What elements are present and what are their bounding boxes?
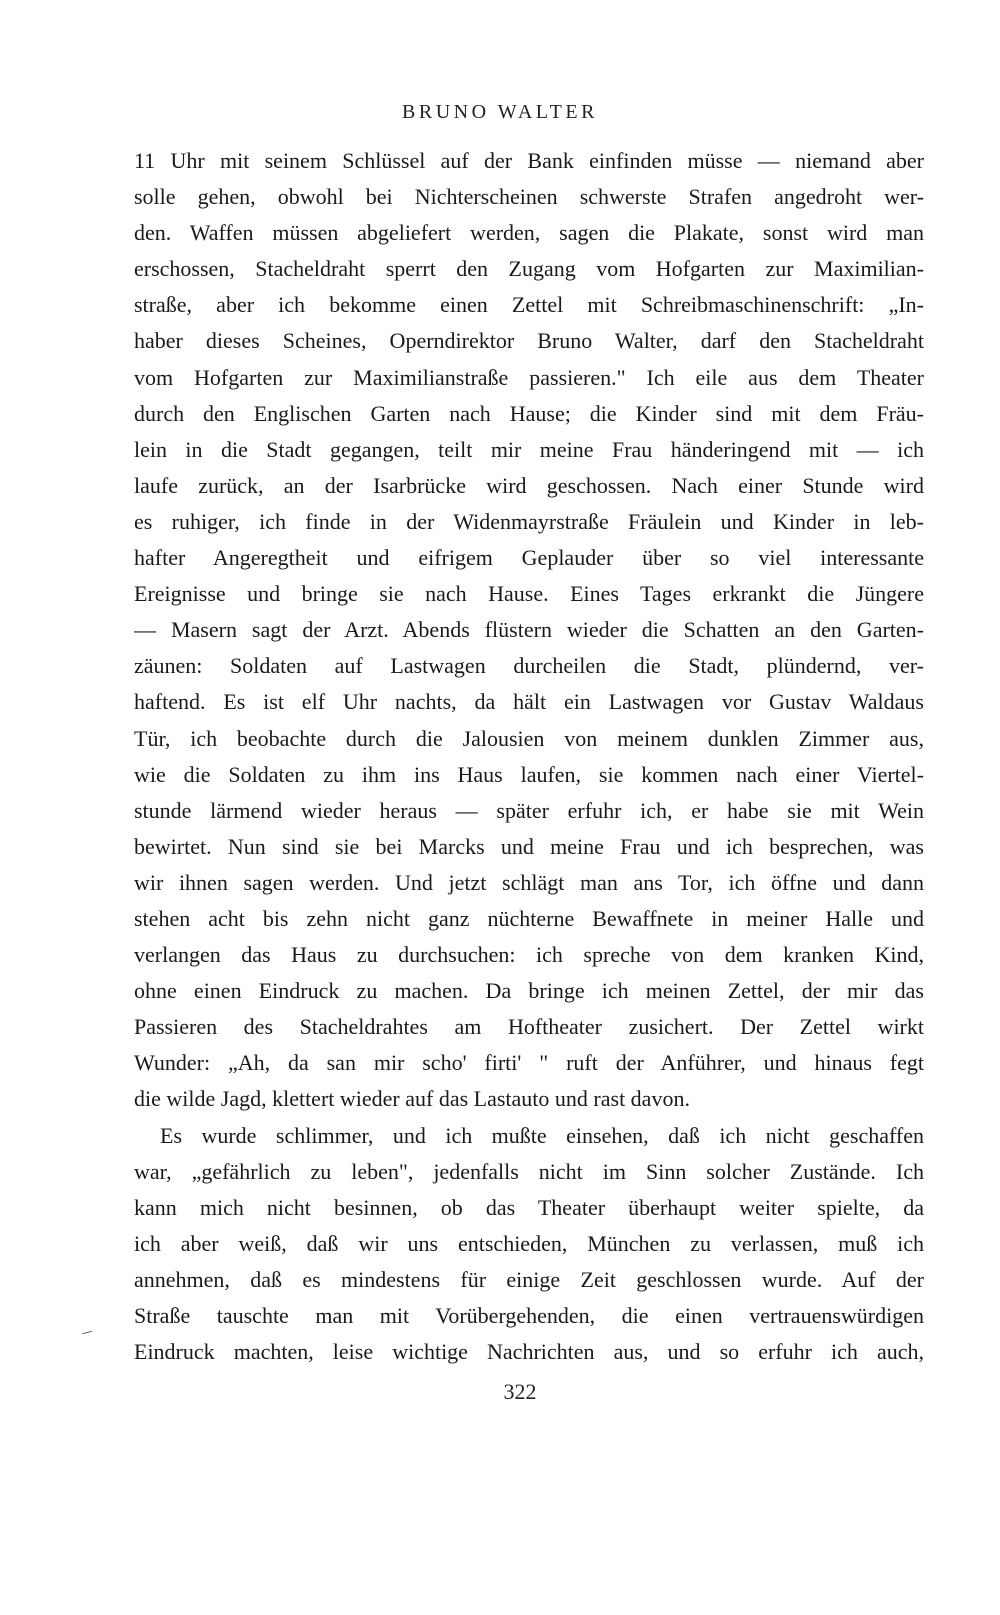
text-line: Eindruck machten, leise wichtige Nachrichten aus, und so erfuhr ich auch, [134,1339,924,1365]
text-line: verlangen das Haus zu durchsuchen: ich spreche von dem kranken Kind, [134,942,924,968]
text-line: wie die Soldaten zu ihm ins Haus laufen, sie kommen nach einer Viertel- [134,761,924,787]
text-line: Passieren des Stacheldrahtes am Hoftheater zusichert. Der Zettel wirkt [134,1014,924,1040]
text-line: Ereignisse und bringe sie nach Hause. Eines Tages erkrankt die Jüngere [134,581,924,607]
page-number: 322 [503,1379,537,1404]
text-line: hafter Angeregtheit und eifrigem Geplauder über so viel interessante [134,545,924,571]
paragraph-end-line: die wilde Jagd, klettert wieder auf das Lastauto und rast davon. [134,1086,690,1112]
paragraph-start-line: Es wurde schlimmer, und ich mußte einsehen, daß ich nicht geschaffen [160,1122,924,1148]
text-line: den. Waffen müssen abgeliefert werden, sagen die Plakate, sonst wird man [134,220,924,246]
text-line: ohne einen Eindruck zu machen. Da bringe ich meinen Zettel, der mir das [134,978,924,1004]
body-text [134,143,924,1370]
text-line: Tür, ich beobachte durch die Jalousien von meinem dunklen Zimmer aus, [134,725,924,751]
margin-mark [82,1331,92,1335]
text-line: stehen acht bis zehn nicht ganz nüchterne Bewaffnete in meiner Halle und [134,905,924,931]
text-line: 11 Uhr mit seinem Schlüssel auf der Bank einfinden müsse — niemand aber [134,148,924,173]
text-line: bewirtet. Nun sind sie bei Marcks und meine Frau und ich besprechen, was [134,833,924,859]
text-line: haftend. Es ist elf Uhr nachts, da hält ein Lastwagen vor Gustav Waldaus [134,689,924,715]
text-line: stunde lärmend wieder heraus — später erfuhr ich, er habe sie mit Wein [134,797,924,823]
text-line: es ruhiger, ich finde in der Widenmayrstraße Fräulein und Kinder in leb- [134,508,924,534]
text-line: ich aber weiß, daß wir uns entschieden, München zu verlassen, muß ich [134,1230,924,1256]
text-line: zäunen: Soldaten auf Lastwagen durcheilen die Stadt, plündernd, ver- [134,653,924,679]
text-line: straße, aber ich bekomme einen Zettel mit Schreibmaschinenschrift: „In- [134,292,924,318]
text-line: vom Hofgarten zur Maximilianstraße passieren." Ich eile aus dem Theater [134,364,924,390]
text-line: solle gehen, obwohl bei Nichterscheinen schwerste Strafen angedroht wer- [134,184,924,210]
text-line: haber dieses Scheines, Operndirektor Bruno Walter, darf den Stacheldraht [134,328,924,354]
running-head: BRUNO WALTER [402,101,598,123]
text-line: lein in die Stadt gegangen, teilt mir meine Frau händeringend mit — ich [134,436,924,462]
text-line: Straße tauschte man mit Vorübergehenden, die einen vertrauenswürdigen [134,1303,924,1328]
text-line: durch den Englischen Garten nach Hause; die Kinder sind mit dem Fräu- [134,400,924,426]
text-line: erschossen, Stacheldraht sperrt den Zugang vom Hofgarten zur Maximilian- [134,256,924,282]
text-line: Wunder: „Ah, da san mir scho' firti' " ruft der Anführer, und hinaus fegt [134,1050,924,1076]
text-line: war, „gefährlich zu leben", jedenfalls nicht im Sinn solcher Zustände. Ich [134,1158,924,1184]
text-line: — Masern sagt der Arzt. Abends flüstern wieder die Schatten an den Garten- [134,617,924,643]
text-line: laufe zurück, an der Isarbrücke wird geschossen. Nach einer Stunde wird [134,472,924,498]
text-line: annehmen, daß es mindestens für einige Zeit geschlossen wurde. Auf der [134,1266,924,1292]
text-line: kann mich nicht besinnen, ob das Theater überhaupt weiter spielte, da [134,1194,924,1220]
text-line: wir ihnen sagen werden. Und jetzt schlägt man ans Tor, ich öffne und dann [134,869,924,895]
